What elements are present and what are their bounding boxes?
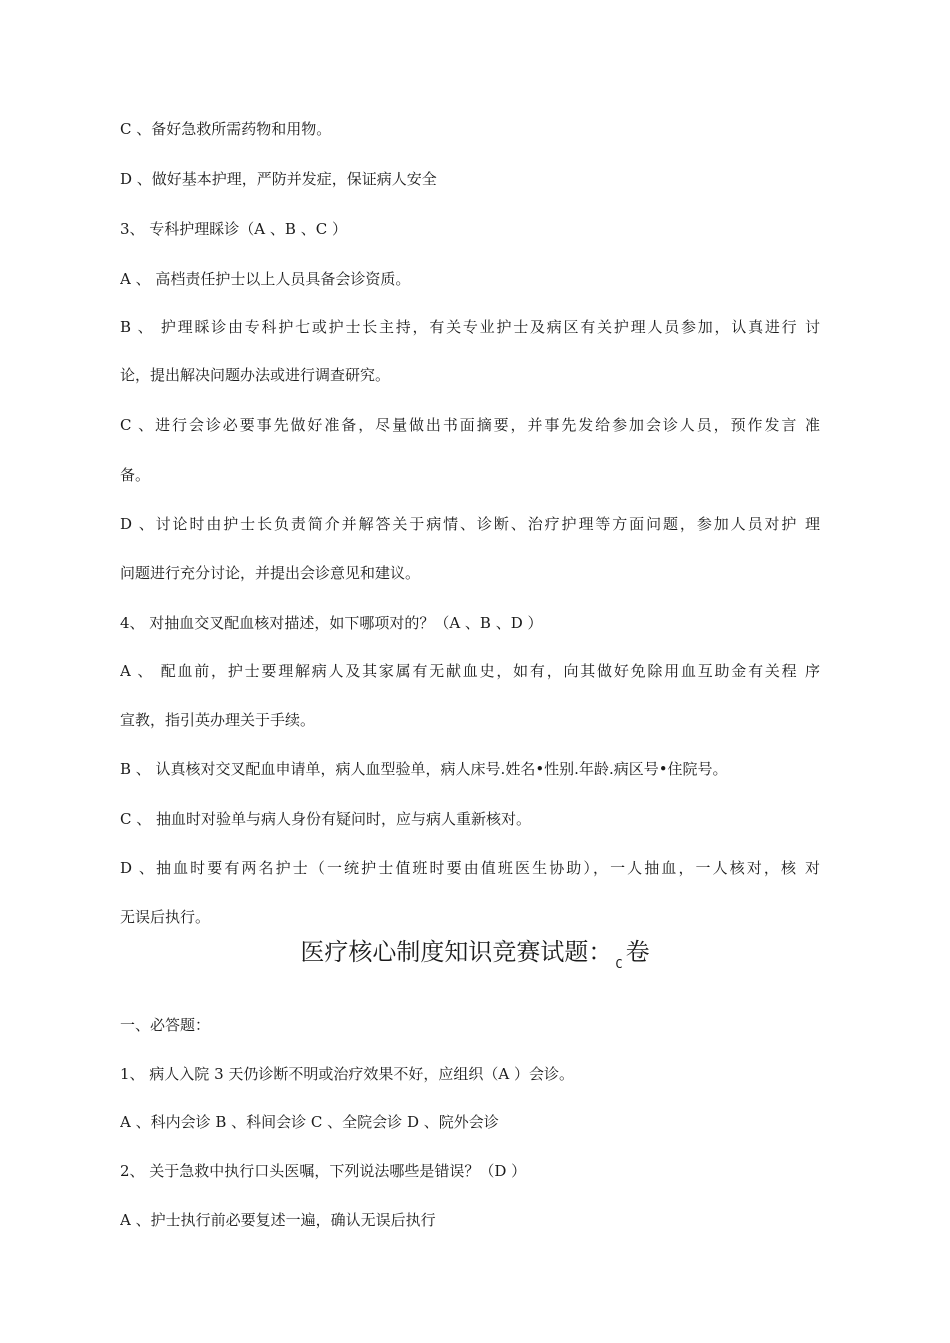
text-line: 宣教，指引英办理关于手续。 [120,711,316,729]
text-line: A 、 高档责任护士以上人员具备会诊资质。 [120,270,411,288]
text-line: 无误后执行。 [120,908,211,926]
text-line: B 、 护理睬诊由专科护七或护士长主持，有关专业护士及病区有关护理人员参加，认真进行 讨 [120,318,820,336]
text-line: C 、进行会诊必要事先做好准备，尽量做出书面摘要，并事先发给参加会诊人员，预作发言 准 [120,416,820,434]
text-line: A 、 配血前，护士要理解病人及其家属有无献血史，如有，向其做好免除用血互助金有关程 序 [120,662,820,680]
title-tail: 卷 [625,938,650,966]
title-subscript: C [615,957,623,971]
text-line: A 、护士执行前必要复述一遍，确认无误后执行 [120,1211,436,1229]
text-line: 4、 对抽血交叉配血核对描述，如下哪项对的？（A 、B 、D ） [120,614,543,632]
text-line: B 、 认真核对交叉配血申请单，病人血型验单，病人床号.姓名•性别.年龄.病区号•住院号。 [120,760,728,778]
text-line: 1、 病人入院 3 天仍诊断不明或治疗效果不好，应组织（A ）会诊。 [120,1065,574,1083]
text-line: 论，提出解决问题办法或进行调查研究。 [120,366,391,384]
title-main: 医疗核心制度知识竞赛试题： [300,938,613,966]
text-line: 备。 [120,466,151,484]
text-line: D 、做好基本护理，严防并发症，保证病人安全 [120,170,437,188]
text-line: 2、 关于急救中执行口头医嘱，下列说法哪些是错误？（D ） [120,1162,527,1180]
text-line: 一、必答题： [120,1016,211,1034]
text-line: D 、抽血时要有两名护士（一统护士值班时要由值班医生协助），一人抽血，一人核对，核 对 [120,859,820,877]
text-line: C 、 抽血时对验单与病人身份有疑问时，应与病人重新核对。 [120,810,532,828]
text-line: C 、备好急救所需药物和用物。 [120,120,332,138]
text-line: D 、讨论时由护士长负责简介并解答关于病情、诊断、治疗护理等方面问题，参加人员对护 理 [120,515,820,533]
text-line: 3、 专科护理睬诊（A 、B 、C ） [120,220,347,238]
section-title [0,936,950,972]
text-line: 问题进行充分讨论，并提出会诊意见和建议。 [120,564,421,582]
text-line: A 、科内会诊 B 、科间会诊 C 、全院会诊 D 、院外会诊 [120,1113,499,1131]
